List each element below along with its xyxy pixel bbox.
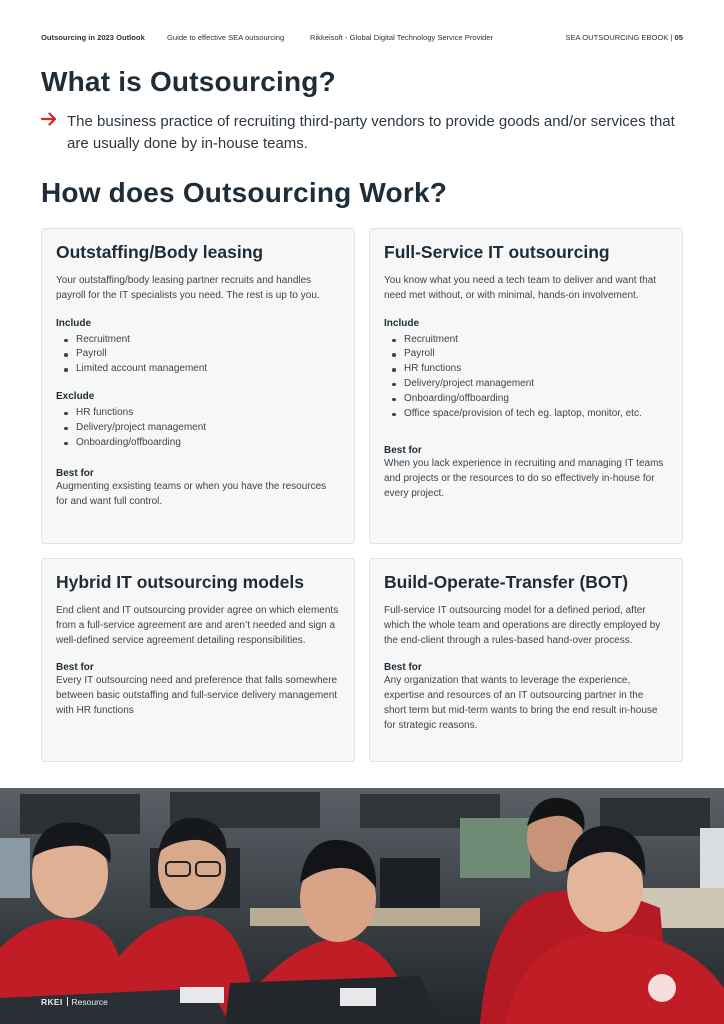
definition-block <box>41 111 681 155</box>
section-title-what-is-outsourcing: What is Outsourcing? <box>41 66 336 97</box>
card-full-service <box>369 228 683 544</box>
list-item: Delivery/project management <box>392 377 668 392</box>
list-item: Limited account management <box>64 362 340 377</box>
header-ebook-title: Outsourcing in 2023 Outlook <box>41 33 145 42</box>
footer-divider <box>67 997 68 1006</box>
best-for-label: Best for <box>384 445 422 457</box>
exclude-list <box>64 406 340 450</box>
include-list <box>392 333 668 422</box>
card-description: You know what you need a tech team to deliver and want that need met without, or with minimal, hands-on involvement. <box>384 275 657 301</box>
include-list <box>64 333 340 377</box>
list-item: HR functions <box>64 406 340 421</box>
card-hybrid <box>41 558 355 762</box>
header-ebook-label: SEA OUTSOURCING EBOOK | <box>565 33 675 42</box>
list-item: HR functions <box>392 362 668 377</box>
footer-label: Resource <box>71 997 108 1007</box>
list-item: Delivery/project management <box>64 421 340 436</box>
card-description: Full-service IT outsourcing model for a defined period, after which the whole team and operations are directly employed by the end-client through a rules-based hand-over process. <box>384 605 661 646</box>
include-label: Include <box>384 317 420 329</box>
card-title: Full-Service IT outsourcing <box>384 242 610 262</box>
card-description: Your outstaffing/body leasing partner recruits and handles payroll for the IT specialists you need. The rest is up to you. <box>56 275 320 301</box>
card-description: End client and IT outsourcing provider agree on which elements from a full-service agreement are and aren’t needed and sign a well-defined service agreement detailing responsibilities. <box>56 605 339 646</box>
section-title-how-does-outsourcing-work: How does Outsourcing Work? <box>41 177 448 208</box>
include-label: Include <box>56 317 92 329</box>
best-for-text: Augmenting exsisting teams or when you have the resources for and want full control. <box>56 481 327 508</box>
list-item: Recruitment <box>64 333 340 348</box>
header-page-info <box>565 33 683 42</box>
best-for-label: Best for <box>384 662 422 674</box>
list-item: Office space/provision of tech eg. laptop, monitor, etc. <box>392 407 668 422</box>
arrow-right-icon <box>41 112 57 126</box>
best-for-text: When you lack experience in recruiting and managing IT teams and projects or the resources to do so effectively in-house for every project. <box>384 458 664 499</box>
list-item: Payroll <box>64 347 340 362</box>
exclude-label: Exclude <box>56 390 95 402</box>
list-item: Payroll <box>392 347 668 362</box>
page-header <box>41 33 683 45</box>
card-title: Build-Operate-Transfer (BOT) <box>384 572 629 592</box>
brand-logo: RKEI <box>41 997 63 1007</box>
team-photo <box>0 788 724 1024</box>
best-for-label: Best for <box>56 468 94 480</box>
list-item: Onboarding/offboarding <box>392 392 668 407</box>
card-outstaffing <box>41 228 355 544</box>
card-bot <box>369 558 683 762</box>
header-guide-label: Guide to effective SEA outsourcing <box>167 33 285 42</box>
team-photo-illustration <box>0 788 724 1024</box>
card-title: Hybrid IT outsourcing models <box>56 572 304 592</box>
footer <box>41 997 108 1007</box>
best-for-text: Every IT outsourcing need and preference that falls somewhere between basic outstaffing and full-service delivery management with HR functions <box>56 675 338 716</box>
best-for-label: Best for <box>56 662 94 674</box>
definition-text: The business practice of recruiting third-party vendors to provide goods and/or services that are usually done by in-house teams. <box>67 113 675 152</box>
best-for-text: Any organization that wants to leverage the experience, expertise and resources of an IT outsourcing partner in the short term but mid-term wants to bring the end result in-house for strategic reasons. <box>384 675 658 731</box>
card-title: Outstaffing/Body leasing <box>56 242 264 262</box>
list-item: Recruitment <box>392 333 668 348</box>
header-company-label: Rikkeisoft - Global Digital Technology Service Provider <box>310 33 494 42</box>
list-item: Onboarding/offboarding <box>64 436 340 451</box>
page-number: 05 <box>674 33 683 42</box>
